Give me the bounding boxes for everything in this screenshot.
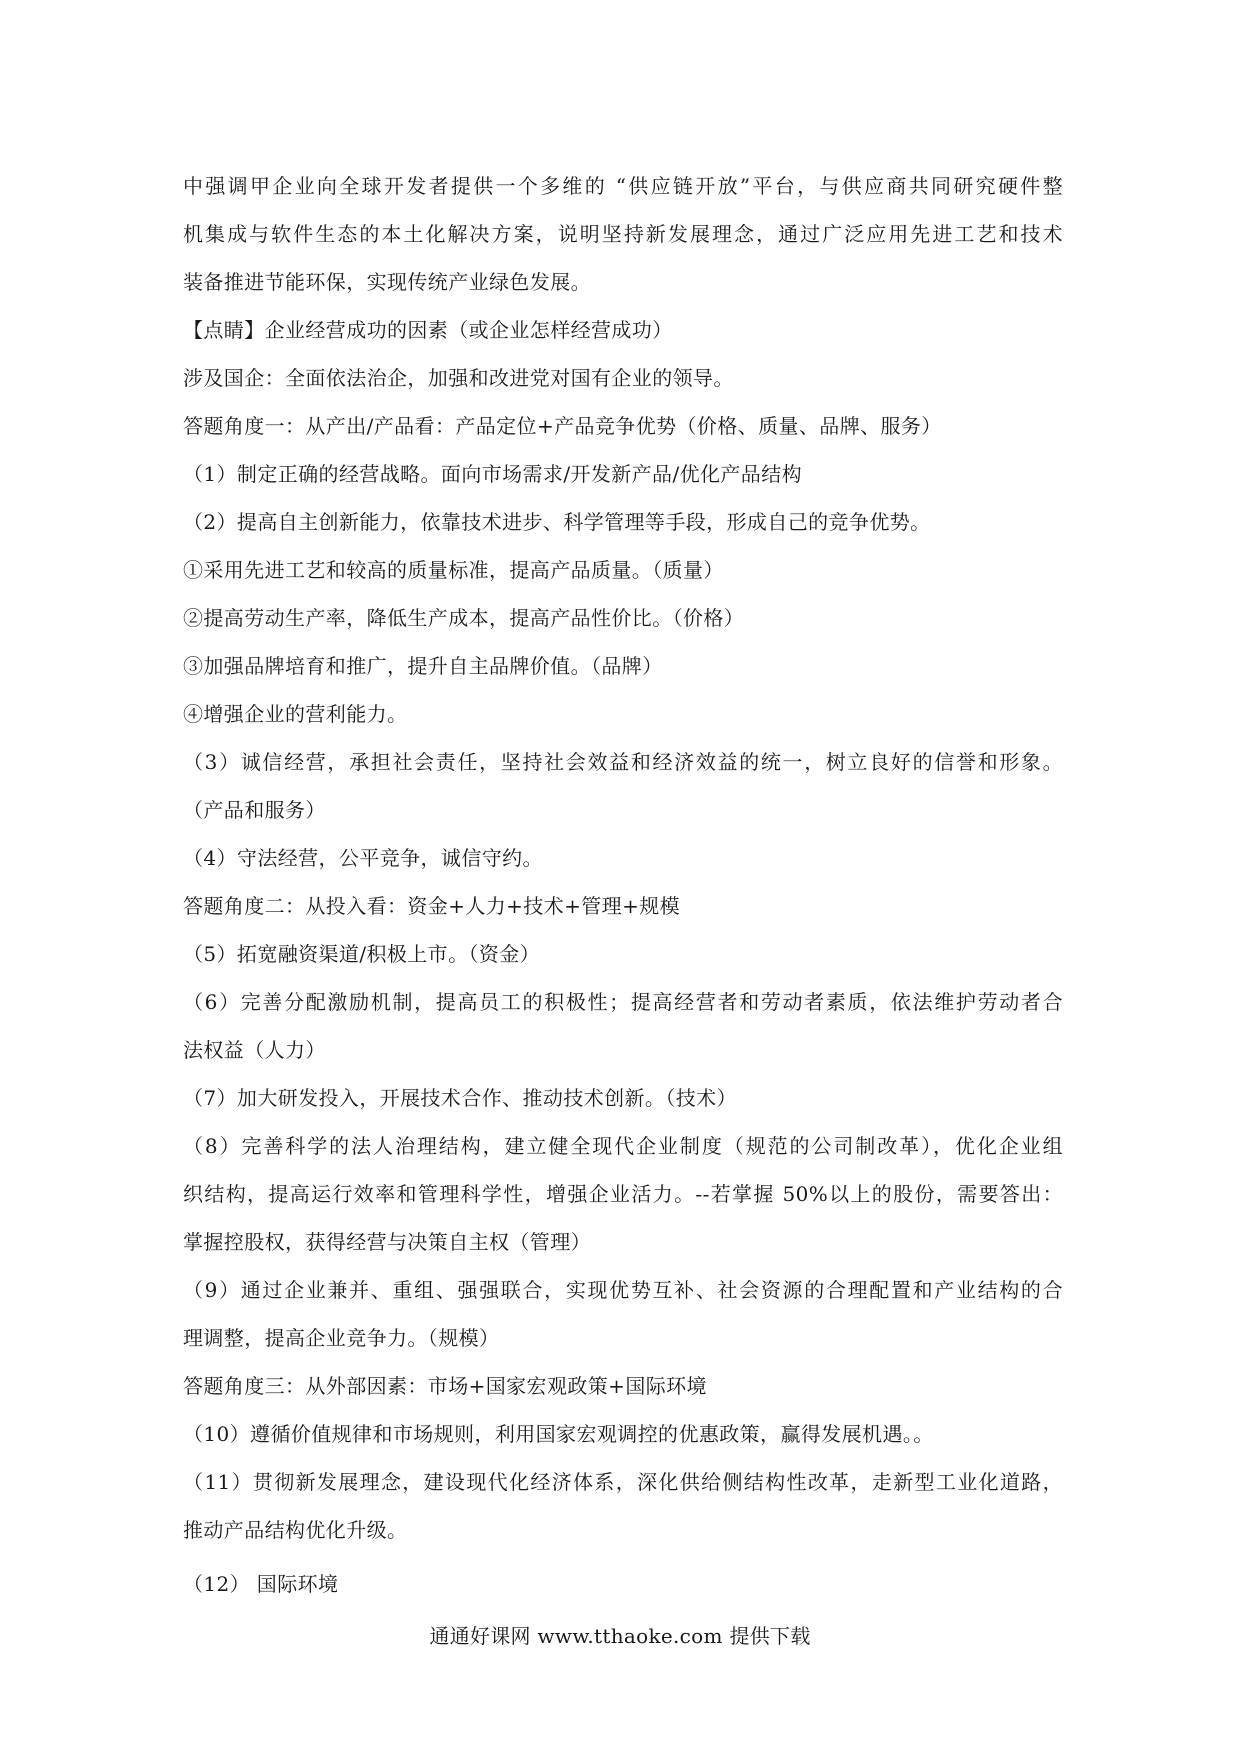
list-item: （4）守法经营，公平竞争，诚信守约。 — [183, 846, 543, 870]
text-line: 理调整，提高企业竞争力。（规模） — [183, 1326, 500, 1350]
list-item: （8）完善科学的法人治理结构，建立健全现代企业制度（规范的公司制改革），优化企业组 — [183, 1134, 1063, 1158]
list-item: （6）完善分配激励机制，提高员工的积极性；提高经营者和劳动者素质，依法维护劳动者合 — [183, 990, 1063, 1014]
list-item: （1）制定正确的经营战略。面向市场需求/开发新产品/优化产品结构 — [183, 462, 803, 486]
list-item: ④增强企业的营利能力。 — [183, 702, 408, 726]
list-item: （11）贯彻新发展理念，建设现代化经济体系，深化供给侧结构性改革，走新型工业化道路， — [183, 1470, 1063, 1494]
list-item: （9）通过企业兼并、重组、强强联合，实现优势互补、社会资源的合理配置和产业结构的合 — [183, 1278, 1063, 1302]
text-line: （产品和服务） — [183, 798, 326, 822]
answer-angle-heading: 答题角度一：从产出/产品看：产品定位+产品竞争优势（价格、质量、品牌、服务） — [183, 414, 942, 438]
text-line: 织结构，提高运行效率和管理科学性，增强企业活力。--若掌握 50%以上的股份，需要答出： — [183, 1182, 1063, 1206]
text-line: 中强调甲企业向全球开发者提供一个多维的 “供应链开放”平台，与供应商共同研究硬件整 — [183, 174, 1063, 198]
answer-angle-heading: 答题角度二：从投入看：资金+人力+技术+管理+规模 — [183, 894, 681, 918]
text-line: 推动产品结构优化升级。 — [183, 1518, 408, 1542]
document-body — [183, 162, 1063, 1608]
list-item: ①采用先进工艺和较高的质量标准，提高产品质量。（质量） — [183, 558, 724, 582]
list-item: （10）遵循价值规律和市场规则，利用国家宏观调控的优惠政策，赢得发展机遇。。 — [183, 1422, 934, 1446]
list-item: ②提高劳动生产率，降低生产成本，提高产品性价比。（价格） — [183, 606, 745, 630]
list-item: （5）拓宽融资渠道/积极上市。（资金） — [183, 942, 541, 966]
text-line: 机集成与软件生态的本土化解决方案，说明坚持新发展理念，通过广泛应用先进工艺和技术 — [183, 222, 1063, 246]
answer-angle-heading: 答题角度三：从外部因素：市场+国家宏观政策+国际环境 — [183, 1374, 707, 1398]
section-heading: 【点睛】企业经营成功的因素（或企业怎样经营成功） — [183, 318, 673, 342]
list-item: （3）诚信经营，承担社会责任，坚持社会效益和经济效益的统一，树立良好的信誉和形象。 — [183, 750, 1063, 774]
page-footer: 通通好课网 www.tthaoke.com 提供下载 — [429, 1624, 811, 1648]
text-line: 涉及国企：全面依法治企，加强和改进党对国有企业的领导。 — [183, 366, 734, 390]
text-line: 掌握控股权，获得经营与决策自主权（管理） — [183, 1230, 591, 1254]
text-line: 法权益（人力） — [183, 1038, 326, 1062]
list-item: （7）加大研发投入，开展技术合作、推动技术创新。（技术） — [183, 1086, 737, 1110]
list-item: （12） 国际环境 — [183, 1572, 339, 1596]
list-item: ③加强品牌培育和推广，提升自主品牌价值。（品牌） — [183, 654, 663, 678]
text-line: 装备推进节能环保，实现传统产业绿色发展。 — [183, 270, 591, 294]
list-item: （2）提高自主创新能力，依靠技术进步、科学管理等手段，形成自己的竞争优势。 — [183, 510, 931, 534]
